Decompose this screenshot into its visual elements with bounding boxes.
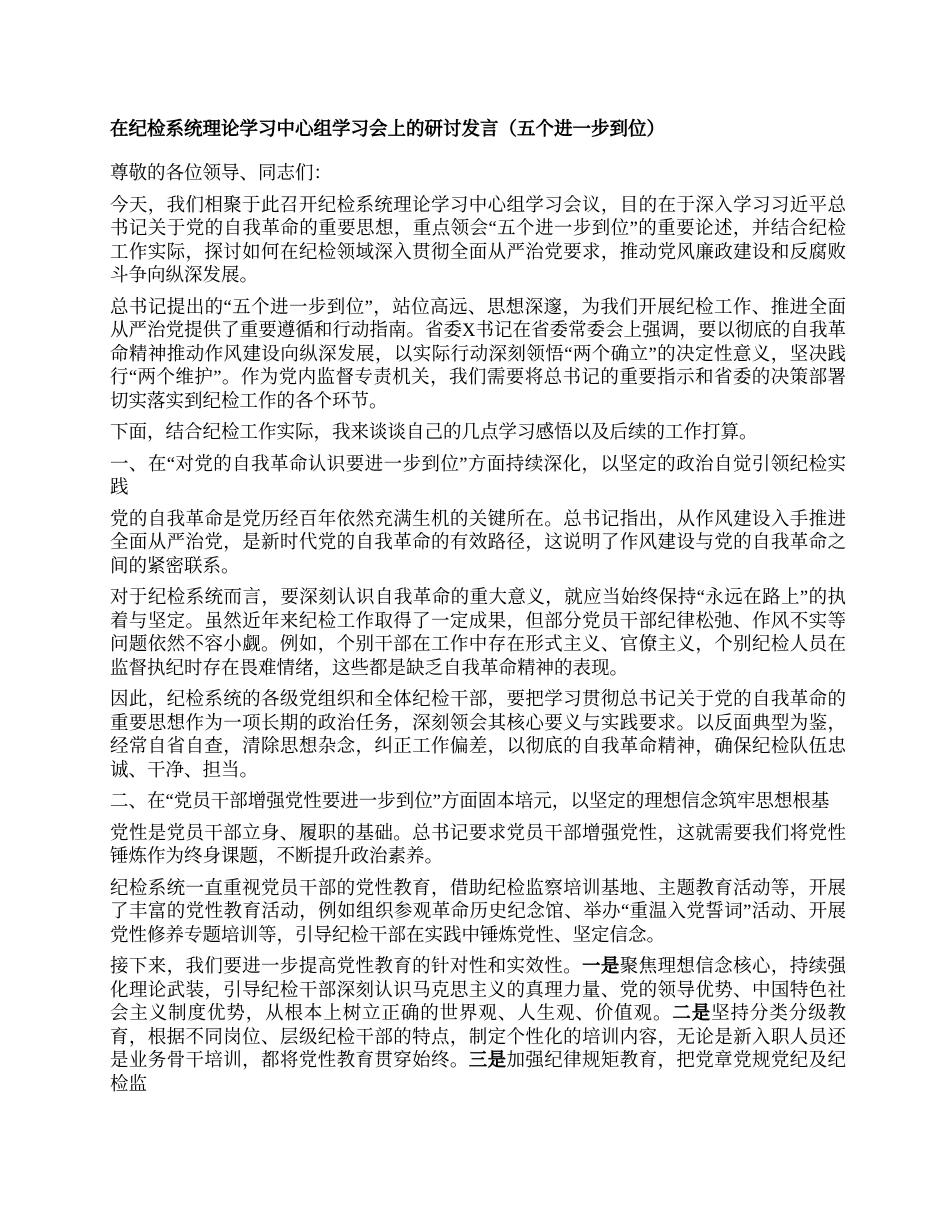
paragraph	[110, 587, 846, 681]
paragraph	[110, 195, 846, 289]
paragraph	[110, 422, 846, 446]
text-run: 今天，我们相聚于此召开纪检系统理论学习中心组学习会议，目的在于深入学习习近平总书记关于党的自我革命的重要思想，重点领会“五个进一步到位”的重要论述，并结合纪检工作实际，探讨如何在纪检领域深入贯彻全面从严治党要求，推动党风廉政建设和反腐败斗争向纵深发展。	[110, 195, 846, 286]
text-run: 纪检系统一直重视党员干部的党性教育，借助纪检监察培训基地、主题教育活动等，开展了丰富的党性教育活动，例如组织参观革命历史纪念馆、举办“重温入党誓词”活动、开展党性修养专题培训等，引导纪检干部在实践中锤炼党性、坚定信念。	[110, 878, 846, 946]
text-run: 坚持分类分级教育，根据不同岗位、层级纪检干部的特点，制定个性化的培训内容，无论是新入职人员还是业务骨干培训，都将党性教育贯穿始终。	[110, 1004, 846, 1071]
text-run: 对于纪检系统而言，要深刻认识自我革命的重大意义，就应当始终保持“永远在路上”的执着与坚定。虽然近年来纪检工作取得了一定成果，但部分党员干部纪律松弛、作风不实等问题依然不容小觑。例如，个别干部在工作中存在形式主义、官僚主义，个别纪检人员在监督执纪时存在畏难情绪，这些都是缺乏自我革命精神的表现。	[110, 588, 846, 679]
document-body	[110, 163, 846, 1097]
text-run: 接下来，我们要进一步提高党性教育的针对性和实效性。	[110, 957, 583, 977]
paragraph	[110, 163, 846, 187]
text-run: 党性是党员干部立身、履职的基础。总书记要求党员干部增强党性，这就需要我们将党性锤炼作为终身课题，不断提升政治素养。	[110, 823, 846, 867]
paragraph	[110, 454, 846, 501]
text-run: 一、在“对党的自我革命认识要进一步到位”方面持续深化，以坚定的政治自觉引领纪检实践	[110, 454, 846, 498]
paragraph	[110, 297, 846, 415]
text-run: 总书记提出的“五个进一步到位”，站位高远、思想深邃，为我们开展纪检工作、推进全面从严治党提供了重要遵循和行动指南。省委X书记在省委常委会上强调，要以彻底的自我革命精神推动作风建设向纵深发展，以实际行动深刻领悟“两个确立”的决定性意义，坚决践行“两个维护”。作为党内监督专责机关，我们需要将总书记的重要指示和省委的决策部署切实落实到纪检工作的各个环节。	[110, 297, 846, 412]
document-title: 在纪检系统理论学习中心组学习会上的研讨发言（五个进一步到位）	[110, 120, 666, 140]
paragraph	[110, 791, 846, 815]
text-run: 因此，纪检系统的各级党组织和全体纪检干部，要把学习贯彻总书记关于党的自我革命的重要思想作为一项长期的政治任务，深刻领会其核心要义与实践要求。以反面典型为鉴，经常自省自查，清除思想杂念，纠正工作偏差，以彻底的自我革命精神，确保纪检队伍忠诚、干净、担当。	[110, 690, 846, 781]
paragraph	[110, 509, 846, 580]
text-run: 党的自我革命是党历经百年依然充满生机的关键所在。总书记指出，从作风建设入手推进全面从严治党，是新时代党的自我革命的有效路径，这说明了作风建设与党的自我革命之间的紧密联系。	[110, 509, 846, 577]
bold-text-run: 一是	[582, 957, 620, 977]
text-run: 聚焦理想信念核心，持续强化理论武装，引导纪检干部深刻认识马克思主义的真理力量、党的领导优势、中国特色社会主义制度优势，从根本上树立正确的世界观、人生观、价值观。	[110, 957, 846, 1024]
bold-text-run: 三是	[468, 1051, 507, 1071]
text-run: 下面，结合纪检工作实际，我来谈谈自己的几点学习感悟以及后续的工作打算。	[110, 423, 758, 443]
paragraph	[110, 956, 846, 1097]
paragraph	[110, 823, 846, 870]
paragraph	[110, 689, 846, 783]
text-run: 加强纪律规矩教育，把党章党规党纪及纪检监	[110, 1051, 846, 1095]
paragraph	[110, 878, 846, 949]
bold-text-run: 二是	[672, 1004, 712, 1024]
text-run: 尊敬的各位领导、同志们：	[110, 164, 333, 184]
text-run: 二、在“党员干部增强党性要进一步到位”方面固本培元，以坚定的理想信念筑牢思想根基	[110, 792, 830, 812]
